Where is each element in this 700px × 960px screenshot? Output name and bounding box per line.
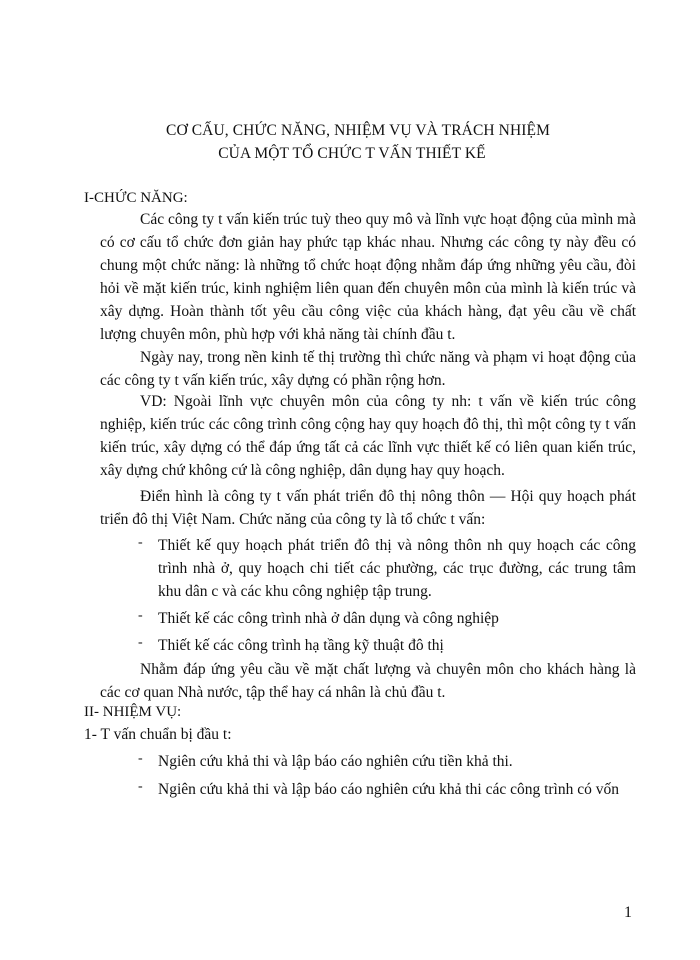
list-item <box>100 634 640 657</box>
bullet-dash: - <box>138 635 143 650</box>
paragraph-1-text: Các công ty t vấn kiến trúc tuỳ theo quy mô và lĩnh vực hoạt động của mình mà có cơ cấu tổ chức đơn giản hay phức tạp khác nhau. Nhưng các công ty này đều có chung một chức năng: là những tổ chức hoạt động nhằm đáp ứng những yêu cầu, đòi hỏi về mặt kiến trúc, kinh nghiệm liên quan đến chuyên môn của mình là kiến trúc và xây dựng. Hoàn thành tốt yêu cầu công việc của khách hàng, đạt yêu cầu về chất lượng chuyên môn, phù hợp với khả năng tài chính đầu t. <box>100 211 636 343</box>
title-line-2: CỦA MỘT TỔ CHỨC T VẤN THIẾT KẾ <box>218 145 486 162</box>
paragraph-4-text: Điển hình là công ty t vấn phát triển đô thị nông thôn — Hội quy hoạch phát triển đô thị Việt Nam. Chức năng của công ty là tổ chức t vấn: <box>100 488 636 528</box>
list-item-text: Ngiên cứu khả thi và lập báo cáo nghiên cứu khả thi các công trình có vốn <box>158 781 619 798</box>
list-item <box>100 778 640 801</box>
section-heading-nhiem-vu: II- NHIỆM VỤ: <box>84 704 182 720</box>
list-item-text: Thiết kế các công trình nhà ở dân dụng và công nghiệp <box>158 610 499 627</box>
list-item-text: Thiết kế các công trình hạ tầng kỹ thuật đô thị <box>158 637 444 654</box>
bullet-dash: - <box>138 608 143 623</box>
paragraph-1 <box>100 208 636 346</box>
page-number: 1 <box>624 904 632 921</box>
title-line-1: CƠ CẤU, CHỨC NĂNG, NHIỆM VỤ VÀ TRÁCH NHIỆM <box>166 122 550 139</box>
list-item <box>100 750 640 773</box>
list-item <box>100 607 640 630</box>
paragraph-3 <box>100 390 636 482</box>
paragraph-2 <box>100 346 636 392</box>
list-item-text: Ngiên cứu khả thi và lập báo cáo nghiên cứu tiền khả thi. <box>158 753 513 770</box>
subsection-heading: 1- T vấn chuẩn bị đầu t: <box>84 726 232 743</box>
paragraph-closing <box>100 658 636 704</box>
list-item <box>100 534 640 603</box>
list-item-text: Thiết kế quy hoạch phát triển đô thị và nông thôn nh quy hoạch các công trình nhà ở, quy hoạch chi tiết các phường, các trục đường, các trung tâm khu dân c và các khu công nghiệp tập trung. <box>158 537 636 600</box>
paragraph-2-text: Ngày nay, trong nền kinh tế thị trường thì chức năng và phạm vi hoạt động của các công ty t vấn kiến trúc, xây dựng có phần rộng hơn. <box>100 349 636 389</box>
paragraph-closing-text: Nhằm đáp ứng yêu cầu về mặt chất lượng và chuyên môn cho khách hàng là các cơ quan Nhà nước, tập thể hay cá nhân là chủ đầu t. <box>100 661 636 701</box>
section-heading-chuc-nang: I-CHỨC NĂNG: <box>84 190 188 206</box>
bullet-dash: - <box>138 535 143 550</box>
bullet-dash: - <box>138 751 143 766</box>
paragraph-3-text: VD: Ngoài lĩnh vực chuyên môn của công ty nh: t vấn về kiến trúc công nghiệp, kiến trúc các công trình công cộng hay quy hoạch đô thị, thì một công ty t vấn kiến trúc, xây dựng có thể đáp ứng tất cả các lĩnh vực thiết kế có liên quan kiến trúc, xây dựng chứ không cứ là công nghiệp, dân dụng hay quy hoạch. <box>100 393 636 479</box>
bullet-dash: - <box>138 779 143 794</box>
paragraph-4 <box>100 485 636 531</box>
